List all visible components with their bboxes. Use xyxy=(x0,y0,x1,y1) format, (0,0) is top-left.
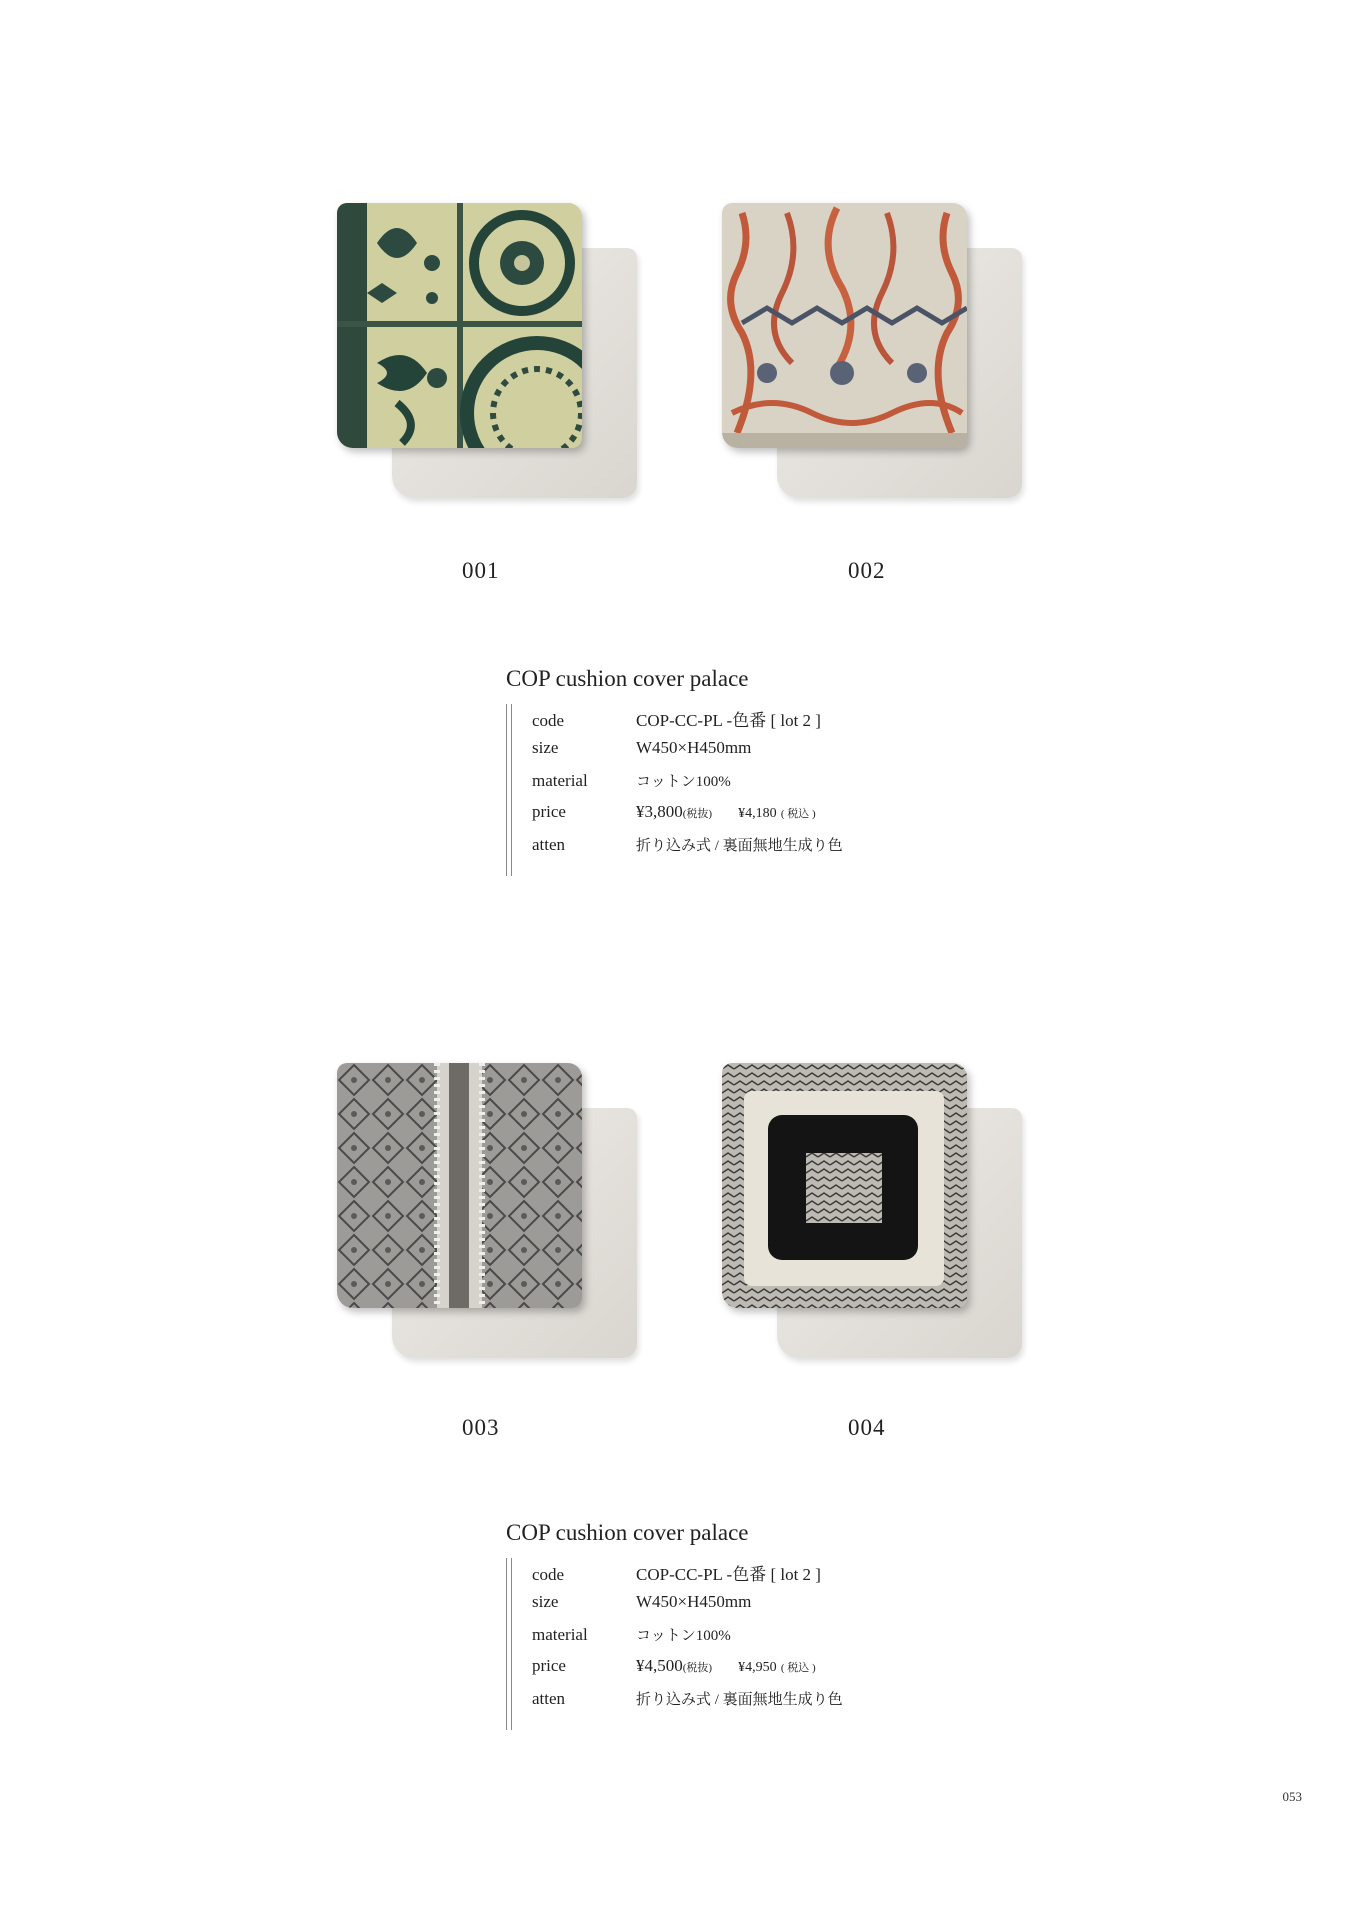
price-excl-tax-note: (税抜) xyxy=(682,1662,713,1674)
item-number-004: 004 xyxy=(848,1415,886,1440)
black-square-pattern xyxy=(722,1063,967,1308)
size-label: size xyxy=(532,738,559,757)
price-incl-tax-note: ( 税込 ) xyxy=(780,1662,816,1674)
price-label: price xyxy=(532,802,566,821)
price-incl-tax: ¥4,180 xyxy=(738,806,777,821)
spec-row-price xyxy=(532,1656,926,1688)
code-label: code xyxy=(532,711,565,730)
grey-diamond-pattern xyxy=(337,1063,582,1308)
size-value: W450×H450mm xyxy=(636,1592,752,1611)
code-value: COP-CC-PL -色番 [ lot 2 ] xyxy=(636,711,821,730)
price-value xyxy=(636,1656,816,1676)
price-excl-tax-note: (税抜) xyxy=(682,808,713,820)
spec-row-size xyxy=(532,1592,926,1624)
price-incl-tax: ¥4,950 xyxy=(738,1660,777,1675)
material-value: コットン100% xyxy=(636,1628,731,1644)
red-ornament-pattern xyxy=(722,203,967,448)
cushion-front-004 xyxy=(722,1063,967,1308)
spec-block-2 xyxy=(506,1520,926,1720)
size-label: size xyxy=(532,1592,559,1611)
price-excl-tax: ¥4,500 xyxy=(636,1656,683,1675)
product-title: COP cushion cover palace xyxy=(506,1520,749,1545)
price-incl-tax-note: ( 税込 ) xyxy=(780,808,816,820)
spec-table xyxy=(506,1560,926,1720)
spec-block-1 xyxy=(506,666,926,866)
spec-row-atten xyxy=(532,1688,926,1720)
cushion-image-001 xyxy=(337,203,657,523)
product-title: COP cushion cover palace xyxy=(506,666,749,691)
atten-label: atten xyxy=(532,835,566,854)
spec-row-material xyxy=(532,770,926,802)
atten-label: atten xyxy=(532,1689,566,1708)
cushion-image-002 xyxy=(722,203,1042,523)
green-medallion-pattern xyxy=(337,203,582,448)
atten-value: 折り込み式 / 裏面無地生成り色 xyxy=(636,1692,843,1708)
cushion-front-002 xyxy=(722,203,967,448)
item-number-003: 003 xyxy=(462,1415,500,1440)
item-number-002: 002 xyxy=(848,558,886,583)
spec-table xyxy=(506,706,926,866)
spec-row-price xyxy=(532,802,926,834)
spec-row-code xyxy=(532,706,926,738)
code-label: code xyxy=(532,1565,565,1584)
material-label: material xyxy=(532,1625,588,1644)
spec-row-code xyxy=(532,1560,926,1592)
spec-row-atten xyxy=(532,834,926,866)
item-number-001: 001 xyxy=(462,558,500,583)
cushion-front-003 xyxy=(337,1063,582,1308)
material-label: material xyxy=(532,771,588,790)
cushion-image-003 xyxy=(337,1063,657,1383)
spec-row-size xyxy=(532,738,926,770)
page-number: 053 xyxy=(1282,1789,1302,1804)
price-label: price xyxy=(532,1656,566,1675)
price-value xyxy=(636,802,816,822)
price-excl-tax: ¥3,800 xyxy=(636,802,683,821)
code-value: COP-CC-PL -色番 [ lot 2 ] xyxy=(636,1565,821,1584)
material-value: コットン100% xyxy=(636,774,731,790)
size-value: W450×H450mm xyxy=(636,738,752,757)
spec-row-material xyxy=(532,1624,926,1656)
atten-value: 折り込み式 / 裏面無地生成り色 xyxy=(636,838,843,854)
cushion-image-004 xyxy=(722,1063,1042,1383)
cushion-front-001 xyxy=(337,203,582,448)
